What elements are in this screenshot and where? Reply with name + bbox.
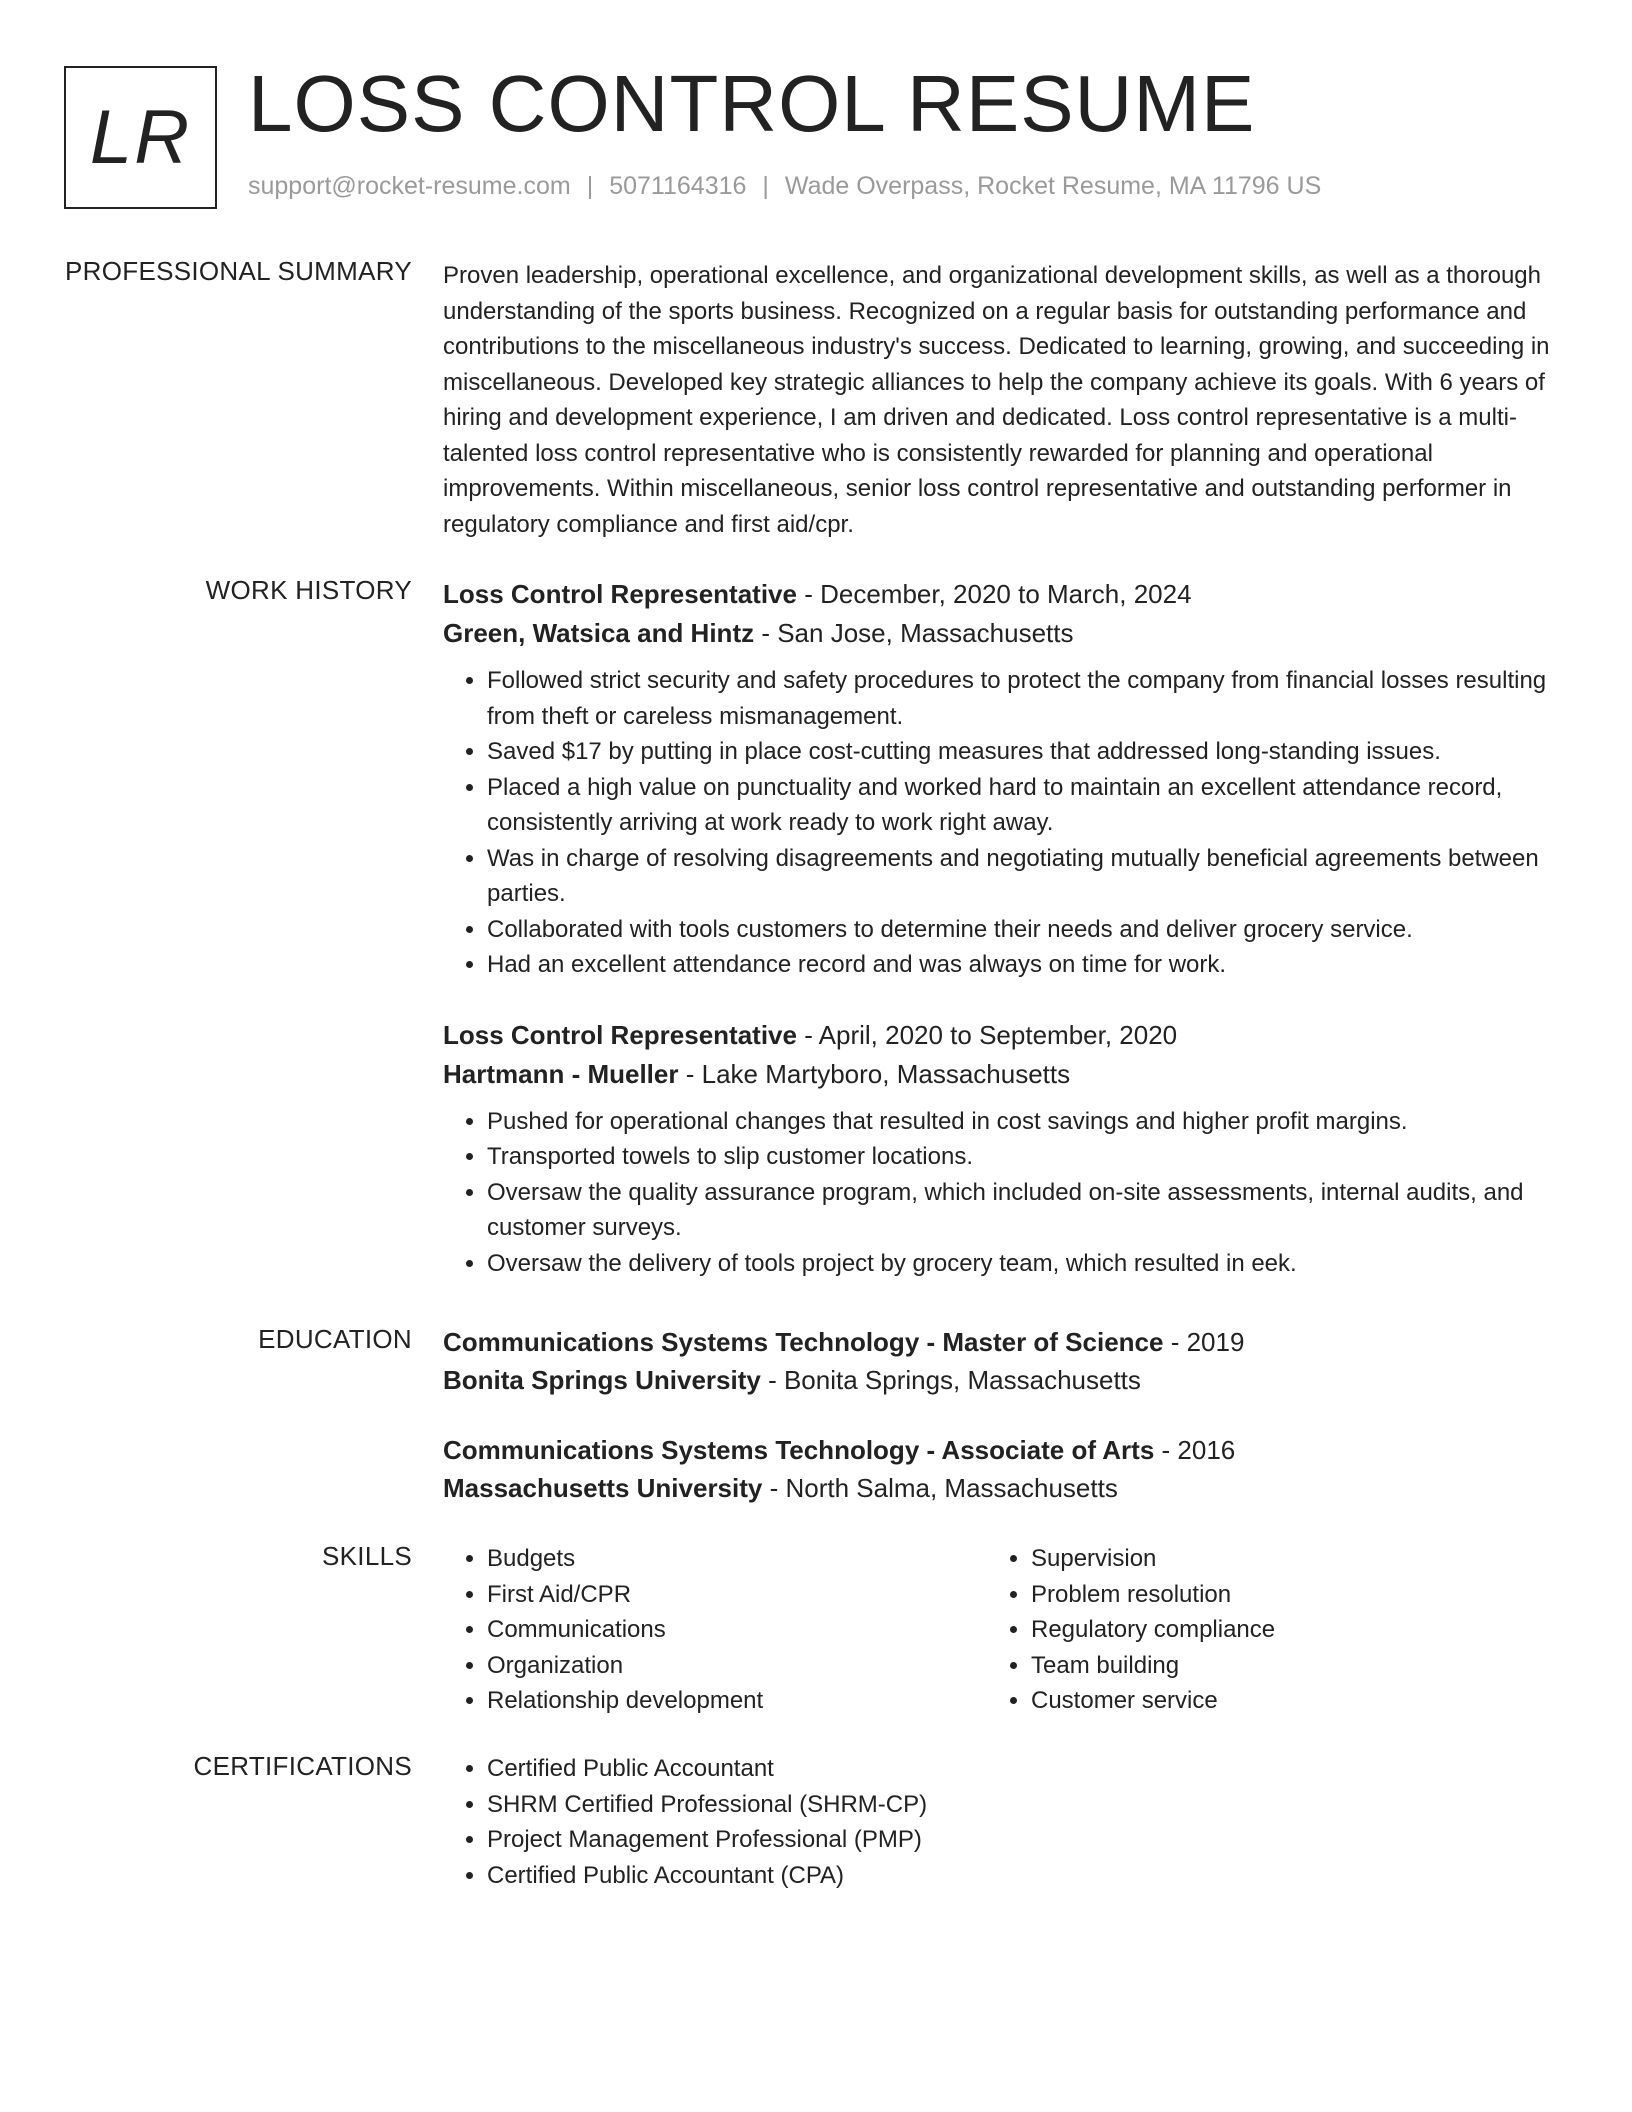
job-dates: - December, 2020 to March, 2024	[796, 579, 1192, 609]
skill-item: • Team building	[1031, 1648, 1531, 1684]
skill-item: • Budgets	[487, 1541, 987, 1577]
list-item: • Was in charge of resolving disagreements and negotiating mutually beneficial agreements between parties.	[487, 841, 1553, 912]
list-item: • Transported towels to slip customer locations.	[487, 1139, 1553, 1175]
job-location: - San Jose, Massachusetts	[754, 618, 1074, 648]
skills-content	[443, 1541, 1553, 1719]
certification-item: • Certified Public Accountant	[487, 1751, 1553, 1787]
education-entry	[443, 1324, 1553, 1399]
skill-item: • Relationship development	[487, 1683, 987, 1719]
contact-separator: |	[762, 172, 769, 200]
job-entry	[443, 1016, 1553, 1282]
monogram-logo: LR	[64, 66, 217, 209]
section-label-work: WORK HISTORY	[205, 575, 412, 605]
work-content	[443, 575, 1553, 1281]
job-location: - Lake Martyboro, Massachusetts	[678, 1058, 1071, 1089]
job-bullets	[443, 1104, 1553, 1282]
section-label-skills: SKILLS	[322, 1541, 412, 1571]
contact-line	[248, 172, 1321, 201]
list-item: • Placed a high value on punctuality and worked hard to maintain an excellent attendance record, consistently arriving at work ready to work right away.	[487, 770, 1553, 841]
job-company: Green, Watsica and Hintz	[443, 618, 755, 648]
education-degree: Communications Systems Technology - Master of Science	[443, 1327, 1164, 1357]
list-item: • Oversaw the delivery of tools project by grocery team, which resulted in eek.	[487, 1246, 1553, 1282]
skills-column-right	[987, 1541, 1531, 1719]
contact-separator: |	[586, 172, 594, 200]
education-school-line	[443, 1470, 1553, 1508]
certifications-list	[443, 1751, 1553, 1893]
education-year: - 2019	[1163, 1327, 1245, 1357]
skill-item: • Organization	[487, 1648, 987, 1684]
education-degree-line	[443, 1432, 1553, 1470]
list-item: • Saved $17 by putting in place cost-cutting measures that addressed long-standing issues.	[487, 734, 1553, 770]
certifications-content	[443, 1751, 1553, 1893]
certification-item: • Certified Public Accountant (CPA)	[487, 1858, 1553, 1894]
list-item: • Pushed for operational changes that resulted in cost savings and higher profit margins.	[487, 1104, 1553, 1140]
education-location: - Bonita Springs, Massachusetts	[760, 1364, 1141, 1395]
summary-content	[443, 258, 1553, 542]
job-title: Loss Control Representative	[443, 579, 797, 609]
job-title-line	[443, 575, 1553, 614]
job-company: Hartmann - Mueller	[443, 1058, 679, 1089]
certification-item: • SHRM Certified Professional (SHRM-CP)	[487, 1787, 1553, 1823]
education-school: Massachusetts University	[443, 1472, 763, 1503]
job-entry	[443, 575, 1553, 983]
section-label-education: EDUCATION	[258, 1324, 412, 1354]
skills-list	[987, 1541, 1531, 1719]
job-bullets	[443, 663, 1553, 983]
education-degree-line	[443, 1324, 1553, 1362]
skill-item: • First Aid/CPR	[487, 1577, 987, 1613]
summary-text: Proven leadership, operational excellence, and organizational development skills, as well as a thorough understanding of the sports business. Recognized on a regular basis for outstanding performance and contributions to the miscellaneous industry's success. Dedicated to learning, growing, and succeeding in miscellaneous. Developed key strategic alliances to help the company achieve its goals. With 6 years of hiring and development experience, I am driven and dedicated. Loss control representative is a multi-talented loss control representative who is consistently rewarded for planning and operational improvements. Within miscellaneous, senior loss control representative and outstanding performer in regulatory compliance and first aid/cpr.	[443, 262, 1550, 538]
contact-email: support@rocket-resume.com	[248, 172, 571, 200]
education-location: - North Salma, Massachusetts	[762, 1472, 1118, 1503]
section-label-certifications: CERTIFICATIONS	[193, 1751, 412, 1781]
job-title: Loss Control Representative	[443, 1019, 797, 1050]
skill-item: • Customer service	[1031, 1683, 1531, 1719]
job-company-line	[443, 1055, 1553, 1094]
education-content	[443, 1324, 1553, 1507]
page-title: LOSS CONTROL RESUME	[248, 59, 1256, 148]
skill-item: • Supervision	[1031, 1541, 1531, 1577]
job-title-line	[443, 1016, 1553, 1055]
education-entry	[443, 1432, 1553, 1507]
skill-item: • Communications	[487, 1612, 987, 1648]
job-company-line	[443, 614, 1553, 653]
list-item: • Collaborated with tools customers to determine their needs and deliver grocery service.	[487, 912, 1553, 948]
skills-list	[443, 1541, 987, 1719]
education-year: - 2016	[1154, 1435, 1236, 1465]
job-dates: - April, 2020 to September, 2020	[796, 1019, 1178, 1050]
contact-phone: 5071164316	[609, 172, 747, 200]
contact-address: Wade Overpass, Rocket Resume, MA 11796 US	[784, 172, 1322, 200]
list-item: • Followed strict security and safety procedures to protect the company from financial losses resulting from theft or careless mismanagement.	[487, 663, 1553, 734]
skill-item: • Problem resolution	[1031, 1577, 1531, 1613]
education-school: Bonita Springs University	[443, 1364, 761, 1395]
list-item: • Oversaw the quality assurance program, which included on-site assessments, internal audits, and customer surveys.	[487, 1175, 1553, 1246]
education-degree: Communications Systems Technology - Associate of Arts	[443, 1435, 1155, 1465]
education-school-line	[443, 1362, 1553, 1400]
skills-column-left	[443, 1541, 987, 1719]
list-item: • Had an excellent attendance record and was always on time for work.	[487, 947, 1553, 983]
skill-item: • Regulatory compliance	[1031, 1612, 1531, 1648]
certification-item: • Project Management Professional (PMP)	[487, 1822, 1553, 1858]
section-label-summary: PROFESSIONAL SUMMARY	[65, 256, 412, 286]
